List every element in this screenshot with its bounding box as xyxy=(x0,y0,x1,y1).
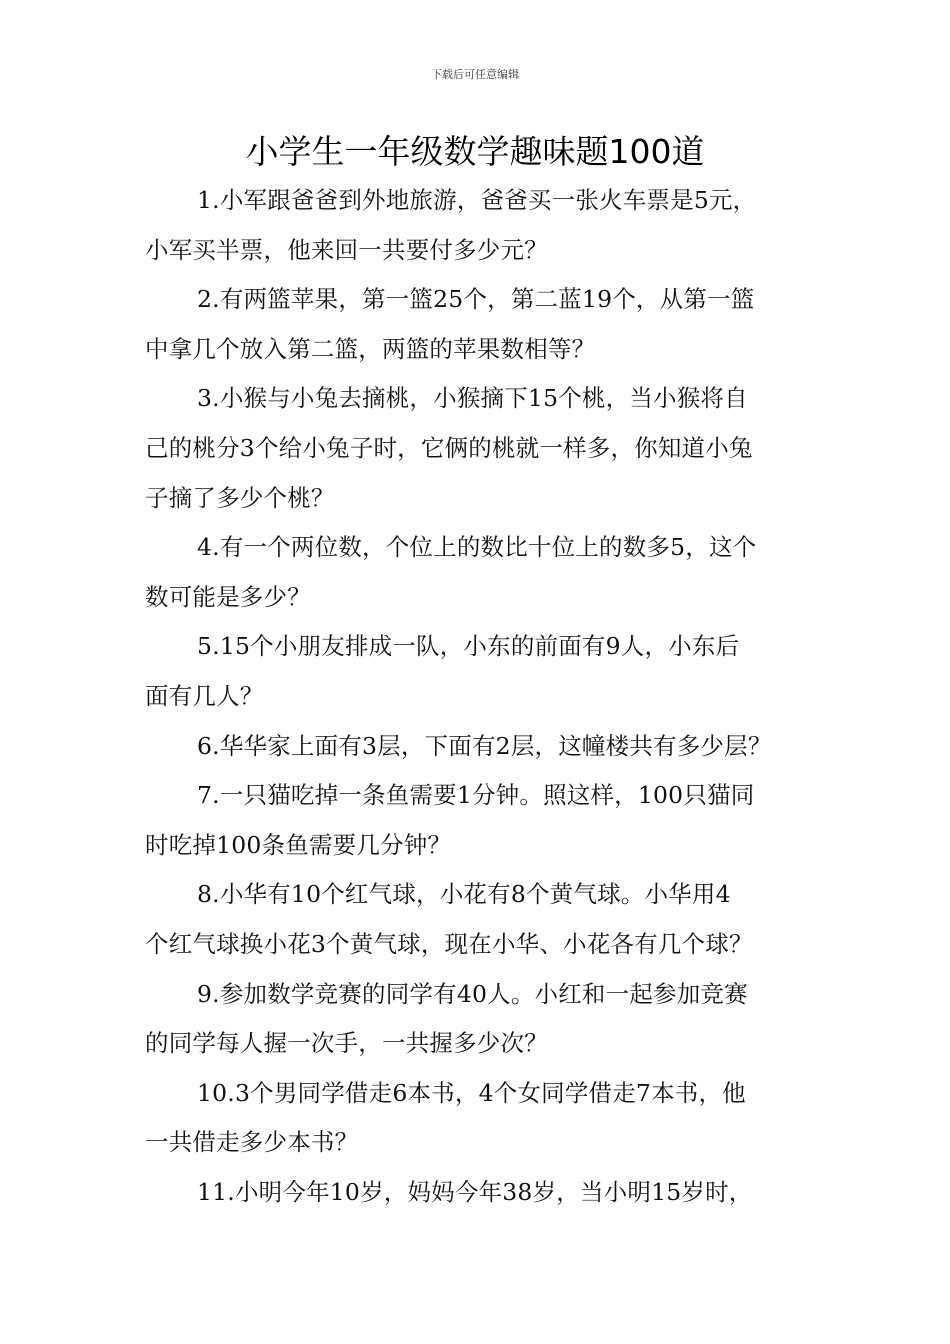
text-line: 2.有两篮苹果，第一篮25个，第二蓝19个，从第一篮 xyxy=(197,285,755,314)
text-line: 6.华华家上面有3层，下面有2层，这幢楼共有多少层？ xyxy=(197,731,772,760)
text-line: 的同学每人握一次手，一共握多少次？ xyxy=(145,1029,548,1058)
text-line: 时吃掉100条鱼需要几分钟？ xyxy=(145,830,452,859)
document-body xyxy=(145,176,810,1217)
text-line: 一共借走多少本书？ xyxy=(145,1128,359,1157)
text-line: 10.3个男同学借走6本书，4个女同学借走7本书，他 xyxy=(197,1078,746,1107)
text-line: 个红气球换小花3个黄气球，现在小华、小花各有几个球？ xyxy=(145,929,753,958)
text-line: 11.小明今年10岁，妈妈今年38岁，当小明15岁时， xyxy=(197,1177,753,1206)
text-line: 小军买半票，他来回一共要付多少元？ xyxy=(145,235,548,264)
text-line: 子摘了多少个桃？ xyxy=(145,483,335,512)
header-note: 下载后可任意编辑 xyxy=(431,68,519,81)
text-line: 1.小军跟爸爸到外地旅游，爸爸买一张火车票是5元， xyxy=(197,186,757,214)
text-line: 8.小华有10个红气球，小花有8个黄气球。小华用4 xyxy=(197,880,731,909)
text-line: 中拿几个放入第二篮，两篮的苹果数相等？ xyxy=(145,334,596,363)
text-line: 面有几人？ xyxy=(145,681,264,710)
text-line: 7.一只猫吃掉一条鱼需要1分钟。照这样，100只猫同 xyxy=(197,781,755,810)
text-line: 己的桃分3个给小兔子时，它俩的桃就一样多，你知道小兔 xyxy=(145,433,753,462)
document-title: 小学生一年级数学趣味题100道 xyxy=(245,132,705,171)
text-line: 9.参加数学竞赛的同学有40人。小红和一起参加竞赛 xyxy=(197,979,748,1008)
text-line: 数可能是多少？ xyxy=(145,582,311,611)
text-line: 5.15个小朋友排成一队，小东的前面有9人，小东后 xyxy=(197,632,740,661)
text-line: 3.小猴与小兔去摘桃，小猴摘下15个桃，当小猴将自 xyxy=(197,384,748,413)
text-line: 4.有一个两位数，个位上的数比十位上的数多5，这个 xyxy=(197,533,757,562)
